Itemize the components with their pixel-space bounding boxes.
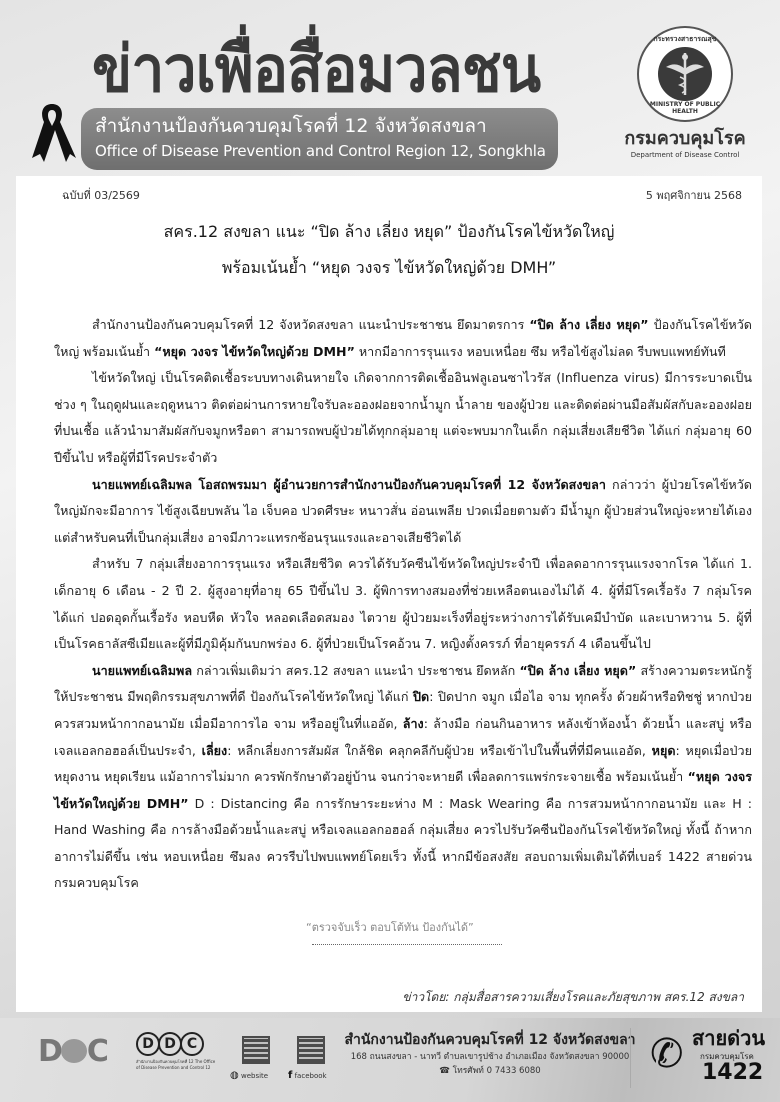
- dotted-divider: [312, 944, 502, 945]
- letterhead: [0, 0, 780, 172]
- office-address: 168 ถนนสงขลา - นาทวี ตำบลเขารูปช้าง อำเภอเมือง จังหวัดสงขลา 90000: [350, 1052, 630, 1062]
- dept-name-en: Department of Disease Control: [630, 151, 740, 159]
- hotline-title: สายด่วน: [692, 1026, 766, 1050]
- headline-line-2: พร้อมเน้นย้ำ “หยุด วงจร ไข้หวัดใหญ่ด้วย DMH”: [221, 258, 557, 277]
- doc-logo: D C: [38, 1034, 107, 1069]
- headline-line-1: สคร.12 สงขลา แนะ “ปิด ล้าง เลี่ยง หยุด” ป้องกันโรคไข้หวัดใหญ่: [163, 222, 615, 241]
- caduceus-icon: [658, 47, 712, 101]
- press-release-page: [16, 176, 762, 1012]
- dept-name-th: กรมควบคุมโรค: [624, 128, 746, 149]
- office-name-th: สำนักงานป้องกันควบคุมโรคที่ 12 จังหวัดสงขลา: [95, 115, 487, 137]
- article-body: [54, 312, 752, 897]
- mourning-ribbon-icon: [28, 100, 76, 164]
- facebook-qr-code[interactable]: [297, 1036, 325, 1064]
- facebook-icon: f: [288, 1070, 293, 1081]
- office-name: สำนักงานป้องกันควบคุมโรคที่ 12 จังหวัดสงขลา: [344, 1032, 636, 1048]
- main-title: ข่าวเพื่อสื่อมวลชน: [92, 33, 541, 107]
- ministry-seal-icon: กระทรวงสาธารณสุข MINISTRY OF PUBLIC HEALTH: [637, 26, 733, 122]
- footer: [0, 1018, 780, 1102]
- release-date: 5 พฤศจิกายน 2568: [645, 189, 742, 202]
- headline: [16, 214, 762, 286]
- phone-handset-icon: ✆: [650, 1031, 684, 1077]
- issue-number: ฉบับที่ 03/2569: [62, 189, 140, 202]
- hotline-subtitle: กรมควบคุมโรค: [700, 1052, 754, 1061]
- website-link[interactable]: ◍ website: [230, 1070, 269, 1081]
- phone-icon: ☎: [439, 1066, 450, 1076]
- news-credit: ข่าวโดย: กลุ่มสื่อสารความเสี่ยงโรคและภัยสุขภาพ สคร.12 สงขลา: [402, 990, 744, 1004]
- office-phone: ☎ โทรศัพท์ 0 7433 6080: [439, 1066, 541, 1076]
- globe-icon: ◍: [230, 1070, 239, 1081]
- website-qr-code[interactable]: [242, 1036, 270, 1064]
- ddc-logo: D D C สำนักงานป้องกันควบคุมโรคที่ 12 The Office of Disease Prevention and Control 12: [136, 1032, 216, 1070]
- facebook-link[interactable]: f facebook: [288, 1070, 327, 1081]
- paragraph-4: สำหรับ 7 กลุ่มเสี่ยงอาการรุนแรง หรือเสียชีวิต ควรได้รับวัคซีนไข้หวัดใหญ่ประจำปี เพื่อลดอาการรุนแรงจากโรค ได้แก่ 1. เด็กอายุ 6 เดือน - 2 ปี 2. ผู้สูงอายุที่อายุ 65 ปีขึ้นไป 3. ผู้พิการทางสมองที่ช่วยเหลือตนเองไม่ได้ 4. ผู้ที่มีโรคเรื้อรัง 7 กลุ่มโรค ได้แก่ ปอดอุดกั้นเรื้อรัง หอบหืด หัวใจ หลอดเลือดสมอง ไตวาย ผู้ป่วยมะเร็งที่อยู่ระหว่างการได้รับเคมีบำบัด และเบาหวาน 5. ผู้ที่เป็นโรคธาลัสซีเมียและผู้ที่มีภูมิคุ้มกันบกพร่อง 6. ผู้ที่ป่วยเป็นโรคอ้วน 7. หญิงตั้งครรภ์ ที่อายุครรภ์ 4 เดือนขึ้นไป: [54, 556, 752, 652]
- office-contact: [340, 1030, 640, 1078]
- slogan: “ตรวจจับเร็ว ตอบโต้ทัน ป้องกันได้”: [306, 921, 474, 934]
- hotline-number: 1422: [702, 1060, 764, 1085]
- ministry-logo: [610, 26, 760, 174]
- footer-divider: [630, 1028, 631, 1088]
- office-name-en: Office of Disease Prevention and Control Region 12, Songkhla: [95, 142, 546, 160]
- paragraph-2: ไข้หวัดใหญ่ เป็นโรคติดเชื้อระบบทางเดินหายใจ เกิดจากการติดเชื้ออินฟลูเอนซาไวรัส (Influenza virus) มีการระบาดเป็นช่วง ๆ ในฤดูฝนและฤดูหนาว ติดต่อผ่านการหายใจรับละอองฝอยจากน้ำมูก น้ำลาย ของผู้ป่วย และติดต่อผ่านมือสัมผัสกับละอองฝอยที่ปนเชื้อ แล้วนำมาสัมผัสกับจมูกหรือตา สามารถพบผู้ป่วยได้ทุกกลุ่มอายุ แต่จะพบมากในเด็ก กลุ่มเสี่ยงเสียชีวิต ได้แก่ กลุ่มอายุ 60 ปีขึ้นไป หรือผู้ที่มีโรคประจำตัว: [54, 370, 752, 465]
- office-banner: [81, 108, 558, 170]
- paragraph-1: สำนักงานป้องกันควบคุมโรคที่ 12 จังหวัดสงขลา แนะนำประชาชน ยึดมาตรการ “ปิด ล้าง เลี่ยง หยุด” ป้องกันโรคไข้หวัดใหญ่ พร้อมเน้นย้ำ “หยุด วงจร ไข้หวัดใหญ่ด้วย DMH” หากมีอาการรุนแรง หอบเหนื่อย ซึม หรือไข้สูงไม่ลด รีบพบแพทย์ทันที: [54, 317, 752, 359]
- heart-hands-icon: [61, 1039, 87, 1063]
- paragraph-5: นายแพทย์เฉลิมพล กล่าวเพิ่มเติมว่า สคร.12 สงขลา แนะนำ ประชาชน ยึดหลัก “ปิด ล้าง เลี่ยง หยุด” สร้างความตระหนักรู้ให้ประชาชน มีพฤติกรรมสุขภาพที่ดี ป้องกันโรคไข้หวัดใหญ่ ได้แก่ ปิด: ปิดปาก จมูก เมื่อไอ จาม ทุกครั้ง ด้วยผ้าหรือทิชชู่ หากป่วยควรสวมหน้ากากอนามัย เมื่อมีอาการไอ จาม หรืออยู่ในที่แออัด, ล้าง: ล้างมือ ก่อนกินอาหาร หลังเข้าห้องน้ำ ด้วยน้ำ และสบู่ หรือเจลแอลกอฮอล์เป็นประจำ, เลี่ยง: หลีกเลี่ยงการสัมผัส ใกล้ชิด คลุกคลีกับผู้ป่วย หรือเข้าไปในพื้นที่ที่มีคนแออัด, หยุด: หยุดเมื่อป่วย หยุดงาน หยุดเรียน แม้อาการไม่มาก ควรพักรักษาตัวอยู่บ้าน จนกว่าจะหายดี เพื่อลดการแพร่กระจายเชื้อ พร้อมเน้นย้ำ “หยุด วงจร ไข้หวัดใหญ่ด้วย DMH” D : Distancing คือ การรักษาระยะห่าง M : Mask Wearing คือ การสวมหน้ากากอนามัย และ H : Hand Washing คือ การล้างมือด้วยน้ำและสบู่ หรือเจลแอลกอฮอล์ กลุ่มเสี่ยง ควรไปรับวัคซีนป้องกันโรคไข้หวัดใหญ่ ทั้งนี้ ถ้าหากอาการไม่ดีขึ้น เช่น หอบเหนื่อย ซึมลง ควรรีบไปพบแพทย์โดยเร็ว ทั้งนี้ หากมีข้อสงสัย สอบถามเพิ่มเติมได้ที่เบอร์ 1422 สายด่วนกรมควบคุมโรค: [54, 662, 753, 891]
- paragraph-3: นายแพทย์เฉลิมพล โอสถพรมมา ผู้อำนวยการสำนักงานป้องกันควบคุมโรคที่ 12 จังหวัดสงขลา กล่าวว่า ผู้ป่วยโรคไข้หวัดใหญ่มักจะมีอาการ ไข้สูงเฉียบพลัน ไอ เจ็บคอ ปวดศีรษะ หนาวสั่น อ่อนเพลีย ปวดเมื่อยตามตัว มีน้ำมูก ผู้ป่วยส่วนใหญ่จะหายได้เอง แต่สำหรับคนที่เป็นกลุ่มเสี่ยง อาจมีภาวะแทรกซ้อนรุนแรงและอาจเสียชีวิตได้: [54, 476, 752, 545]
